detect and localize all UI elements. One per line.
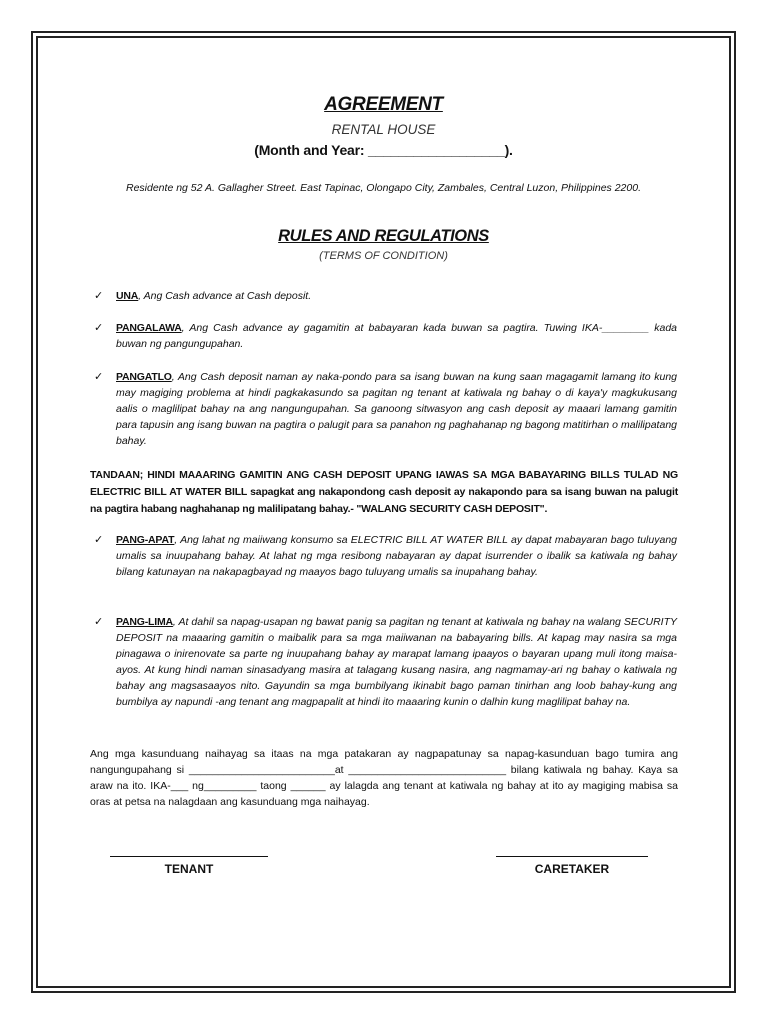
rule-label: PANG-LIMA: [116, 616, 173, 628]
rule-body: , Ang Cash advance ay gagamitin at babayaran kada buwan sa pagtira. Tuwing IKA-________ kada buwan ng pangungupahan.: [116, 322, 677, 350]
rule-item-pang-apat: [94, 532, 677, 580]
rule-body: , Ang lahat ng maiiwang konsumo sa ELECTRIC BILL AT WATER BILL ay dapat mabayaran bago tuluyang umalis sa inuupahang bahay. At lahat ng mga resibong nabayaran ay dapat isurrender o ibalik sa katiwala ng bahay bilang katunayan na nakapagbayad ng maayos bago tuluyang umalis sa inupahang bahay.: [116, 534, 677, 578]
agreement-title: AGREEMENT: [324, 94, 443, 115]
caretaker-signature-line: [496, 856, 648, 857]
tenant-label: TENANT: [164, 862, 214, 876]
rule-body: , Ang Cash advance at Cash deposit.: [138, 290, 312, 302]
caretaker-label: CARETAKER: [534, 862, 610, 876]
closing-paragraph: Ang mga kasunduang naihayag sa itaas na mga patakaran ay nagpapatunay sa napag-kasunduan bago tumira ang nangungupahang si _________________________at ___________________________ bilang katiwala ng bahay. Kaya sa araw na ito. IKA-___ ng_________ taong ______ ay lalagda ang tenant at katiwala ng bahay at ito ay magiging mabisa sa oras at petsa na nalagdaan ang kasunduang mga naihayag.: [90, 748, 678, 808]
checkmark-icon: ✓: [94, 371, 104, 383]
checkmark-icon: ✓: [94, 616, 104, 628]
rule-label: PANGATLO: [116, 371, 172, 383]
rule-label: PANG-APAT: [116, 534, 175, 546]
rule-body: , At dahil sa napag-usapan ng bawat panig sa pagitan ng tenant at katiwala ng bahay na walang SECURITY DEPOSIT na maaaring gamitin o maibalik para sa mga maiiwanan na babayaring bills. At kapag may nasira sa mga pinagawa o inirenovate sa parte ng inuupahang bahay ay marapat lamang ipaayos o bayaran upang muli itong maisa-ayos. At kung hindi naman sinasadyang masira at talagang kusang nasira, ang nagmamay-ari ng bahay o katiwala ng bahay ang magsasaayos nito. Gayundin sa mga bumbilyang ikinabit bago paman tinirhan ang loob bahay-kung ang bumbilya ay napundi -ang tenant ang magpapalit at hindi ito maaaring kunin o dalhin kung maglilipat bahay na.: [116, 616, 677, 708]
rule-item-pang-lima: [94, 614, 677, 710]
rules-subtitle: (TERMS OF CONDITION): [319, 250, 448, 262]
document-page: [38, 38, 729, 986]
month-year-field: (Month and Year: __________________).: [254, 142, 513, 158]
agreement-subtitle: RENTAL HOUSE: [331, 122, 436, 137]
rule-label: UNA: [116, 290, 139, 302]
rule-label: PANGALAWA: [116, 322, 182, 334]
checkmark-icon: ✓: [94, 534, 104, 546]
rule-item-una: [94, 288, 677, 304]
rule-item-pangatlo: [94, 369, 677, 449]
checkmark-icon: ✓: [94, 290, 104, 302]
rules-title: RULES AND REGULATIONS: [278, 227, 489, 245]
rule-item-pangalawa: [94, 320, 677, 352]
tandaan-note: TANDAAN; HINDI MAAARING GAMITIN ANG CASH DEPOSIT UPANG IAWAS SA MGA BABAYARING BILLS TULAD NG ELECTRIC BILL AT WATER BILL sapagkat ang nakapondong cash deposit ay nakapondo para sa isang buwan na palugit na pagtira habang naghahanap ng malilipatang bahay.- "WALANG SECURITY CASH DEPOSIT".: [90, 469, 678, 515]
address-line: Residente ng 52 A. Gallagher Street. East Tapinac, Olongapo City, Zambales, Central Luzon, Philippines 2200.: [126, 182, 641, 194]
rule-body: , Ang Cash deposit naman ay naka-pondo para sa isang buwan na kung saan magagamit lamang ito kung may magiging problema at hindi pagkakasundo sa pagitan ng tenant at katiwala ng bahay o di kaya'y magkukusang aalis o maglilipat bahay na ang nangungupahan. Sa ganoong sitwasyon ang cash deposit ay maaari lamang gamitin para tapusin ang isang buwan na pagtira o palugit para sa panahon ng paghahanap ng bagong matitirhan o malilipatang bahay.: [116, 371, 677, 447]
tenant-signature-line: [110, 856, 268, 857]
checkmark-icon: ✓: [94, 322, 104, 334]
